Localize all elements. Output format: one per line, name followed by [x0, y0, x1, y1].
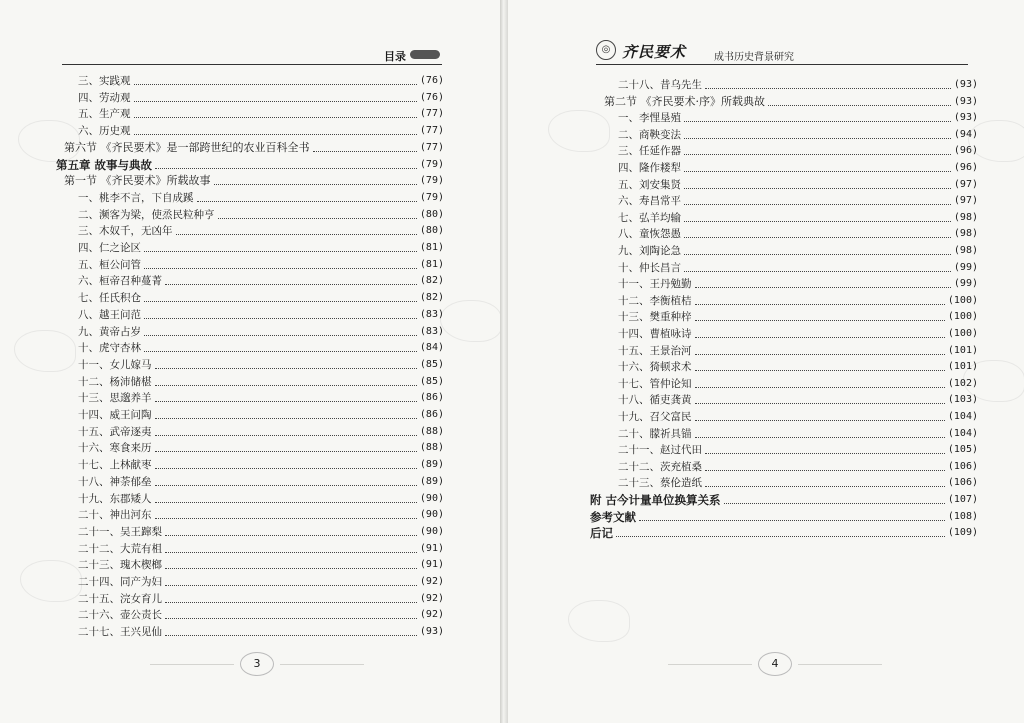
toc-entry-title: 四、劳动观: [78, 91, 131, 104]
toc-entry-title: 二、濒客为梁，使烝民粒种亨: [78, 208, 215, 221]
toc-entry-page: (101): [947, 344, 978, 356]
toc-entry-page: (86): [419, 409, 444, 420]
toc-section-entry: [64, 172, 444, 188]
dot-leader: [165, 635, 417, 636]
toc-entry: [618, 425, 978, 441]
toc-chapter-entry: [590, 491, 978, 507]
toc-entry: [618, 275, 978, 291]
toc-entry-title: 十八、神荼郁垒: [78, 475, 152, 488]
dot-leader: [684, 254, 951, 255]
cloud-ornament: [568, 600, 630, 642]
toc-entry-title: 六、寿昌常平: [618, 195, 681, 208]
toc-entry-title: 参考文献: [590, 509, 636, 524]
book-title: 成书历史背景研究: [714, 52, 794, 63]
toc-entry: [78, 323, 444, 339]
toc-entry-title: 后记: [590, 526, 613, 541]
toc-entry: [78, 122, 444, 138]
toc-entry-page: (89): [419, 459, 444, 471]
dot-leader: [144, 251, 417, 252]
dot-leader: [144, 318, 417, 319]
toc-entry-page: (81): [419, 242, 444, 253]
dot-leader: [695, 287, 951, 288]
toc-entry: [78, 573, 444, 589]
dot-leader: [695, 304, 945, 305]
toc-entry-title: 附 古今计量单位换算关系: [590, 493, 721, 507]
dot-leader: [165, 284, 417, 285]
dot-leader: [155, 485, 417, 486]
toc-entry-title: 二、商鞅变法: [618, 128, 681, 141]
toc-entry: [78, 540, 444, 556]
dot-leader: [134, 134, 417, 135]
toc-entry-page: (88): [419, 425, 444, 437]
toc-entry: [618, 109, 978, 125]
dot-leader: [705, 88, 951, 89]
toc-entry: [78, 473, 444, 489]
toc-entry-page: (85): [419, 358, 444, 370]
dot-leader: [134, 101, 417, 102]
toc-entry-title: 十七、管仲论知: [618, 377, 692, 390]
toc-entry-page: (100): [947, 328, 978, 339]
toc-entry-title: 五、生产观: [78, 108, 131, 121]
toc-entry-page: (91): [419, 542, 444, 554]
toc-entry-title: 三、任延作器: [618, 145, 681, 158]
book-gutter: [500, 0, 508, 723]
toc-entry-title: 十、虎守杏林: [78, 342, 141, 355]
toc-chapter-entry: [590, 508, 978, 524]
dot-leader: [144, 268, 417, 269]
toc-entry-page: (92): [419, 609, 444, 621]
toc-entry: [78, 623, 444, 639]
toc-entry-title: 一、李悝垦殖: [618, 112, 681, 125]
header-tab-ornament: [410, 50, 440, 59]
dot-leader: [695, 437, 945, 438]
footer-rule: [798, 664, 882, 665]
toc-entry-title: 二十七、王兴见仙: [78, 626, 162, 639]
toc-entry-title: 十九、东郡矮人: [78, 492, 152, 505]
toc-entry: [78, 339, 444, 355]
toc-entry-page: (96): [953, 145, 978, 157]
dot-leader: [695, 354, 945, 355]
toc-entry-page: (98): [953, 228, 978, 240]
toc-entry-title: 八、越王问范: [78, 308, 141, 321]
dot-leader: [155, 418, 417, 419]
toc-entry: [618, 325, 978, 341]
dot-leader: [695, 370, 945, 371]
toc-entry-title: 十四、威王问陶: [78, 409, 152, 421]
toc-entry-page: (101): [947, 361, 978, 373]
toc-chapter-entry: [56, 156, 444, 172]
toc-entry-page: (76): [419, 75, 444, 86]
toc-entry-page: (80): [419, 208, 444, 220]
toc-entry-page: (100): [947, 294, 978, 306]
toc-entry: [618, 192, 978, 208]
dot-leader: [155, 468, 417, 469]
dot-leader: [134, 84, 417, 85]
toc-entry-page: (85): [419, 375, 444, 387]
toc-entry-page: (77): [419, 125, 444, 137]
toc-entry-page: (107): [947, 494, 978, 505]
toc-entry-title: 十六、猗顿求术: [618, 361, 692, 374]
toc-entry-title: 十七、上林献枣: [78, 459, 152, 472]
toc-entry-title: 四、仁之论区: [78, 242, 141, 254]
toc-entry-title: 二十二、茨充植桑: [618, 460, 702, 473]
toc-entry-page: (79): [419, 175, 444, 187]
toc-entry: [618, 308, 978, 324]
toc-entry: [618, 441, 978, 457]
toc-entry-page: (79): [419, 191, 444, 203]
toc-entry-title: 九、黄帝占岁: [78, 325, 141, 338]
dot-leader: [684, 271, 951, 272]
toc-section-entry: [64, 139, 444, 155]
toc-entry-page: (93): [953, 79, 978, 90]
cloud-ornament: [14, 330, 76, 372]
toc-entry-title: 七、任氏积仓: [78, 292, 141, 305]
dot-leader: [155, 435, 417, 436]
dot-leader: [616, 536, 945, 537]
toc-entry: [618, 408, 978, 424]
toc-entry: [618, 142, 978, 158]
toc-entry-page: (82): [419, 292, 444, 304]
toc-entry: [618, 209, 978, 225]
dot-leader: [705, 470, 945, 471]
toc-entry-page: (77): [419, 141, 444, 153]
toc-entry-title: 三、木奴千，无凶年: [78, 225, 173, 238]
toc-entry: [618, 176, 978, 192]
toc-entry-page: (92): [419, 592, 444, 604]
toc-entry-title: 二十二、大荒有柤: [78, 542, 162, 555]
dot-leader: [684, 154, 951, 155]
toc-entry: [618, 76, 978, 92]
toc-entry: [78, 523, 444, 539]
toc-entry: [78, 556, 444, 572]
header-label: 目录: [384, 50, 406, 63]
toc-entry-page: (109): [947, 527, 978, 539]
toc-entry-title: 六、历史观: [78, 125, 131, 138]
dot-leader: [155, 368, 417, 369]
toc-entry: [78, 222, 444, 238]
toc-entry-title: 二十一、吴王蹿梨: [78, 525, 162, 538]
toc-entry: [78, 456, 444, 472]
toc-entry-page: (102): [947, 377, 978, 389]
toc-entry: [78, 189, 444, 205]
dot-leader: [134, 117, 417, 118]
toc-entry-title: 五、桓公问管: [78, 258, 141, 271]
toc-entry-page: (89): [419, 475, 444, 487]
cloud-ornament: [548, 110, 610, 152]
toc-entry-page: (93): [953, 95, 978, 107]
toc-entry-title: 十五、武帝逐夷: [78, 425, 152, 438]
toc-entry-page: (106): [947, 460, 978, 472]
toc-entry-page: (106): [947, 477, 978, 489]
dot-leader: [684, 121, 951, 122]
toc-entry: [78, 105, 444, 121]
toc-entry-title: 二十、朦祈具锚: [618, 427, 692, 440]
toc-entry-page: (88): [419, 442, 444, 454]
dot-leader: [695, 320, 945, 321]
toc-entry: [78, 506, 444, 522]
toc-entry: [78, 239, 444, 255]
dot-leader: [155, 451, 417, 452]
toc-entry-page: (81): [419, 258, 444, 270]
dot-leader: [705, 453, 945, 454]
toc-entry-page: (97): [953, 178, 978, 190]
toc-entry-title: 八、童恢怨愚: [618, 228, 681, 241]
toc-entry-page: (79): [419, 158, 444, 170]
toc-entry-page: (84): [419, 342, 444, 354]
toc-entry-page: (99): [953, 261, 978, 273]
toc-entry-title: 十八、循吏龚黄: [618, 394, 692, 407]
toc-entry-page: (93): [419, 626, 444, 638]
toc-entry-title: 十六、寒食来历: [78, 442, 152, 455]
toc-entry: [78, 289, 444, 305]
dot-leader: [176, 234, 417, 235]
toc-entry-title: 二十四、同产为妇: [78, 576, 162, 588]
dot-leader: [705, 486, 945, 487]
toc-entry-page: (80): [419, 225, 444, 237]
toc-entry-page: (94): [953, 128, 978, 140]
dot-leader: [144, 335, 417, 336]
dot-leader: [214, 184, 417, 185]
dot-leader: [695, 403, 945, 404]
toc-entry: [618, 259, 978, 275]
dot-leader: [155, 168, 417, 169]
toc-entry-title: 十一、女儿嫁马: [78, 358, 152, 371]
toc-entry-title: 二十五、浣女育儿: [78, 592, 162, 605]
toc-entry: [78, 590, 444, 606]
toc-entry-title: 十一、王丹勉勤: [618, 278, 692, 291]
toc-entry: [618, 474, 978, 490]
toc-entry-title: 十二、李衡植桔: [618, 294, 692, 307]
toc-entry-page: (104): [947, 427, 978, 439]
toc-entry: [618, 159, 978, 175]
toc-entry-title: 十四、曹植咏诗: [618, 328, 692, 340]
dot-leader: [165, 602, 417, 603]
toc-entry-page: (105): [947, 444, 978, 456]
toc-entry: [618, 225, 978, 241]
toc-entry-page: (103): [947, 394, 978, 406]
toc-entry-title: 第一节 《齐民要术》所载故事: [64, 174, 211, 188]
toc-entry-page: (90): [419, 509, 444, 521]
toc-chapter-entry: [590, 524, 978, 540]
toc-entry-page: (83): [419, 308, 444, 320]
toc-entry-title: 十二、杨沛储椹: [78, 375, 152, 388]
toc-entry-page: (99): [953, 278, 978, 290]
toc-entry-title: 九、刘陶论急: [618, 245, 681, 257]
dot-leader: [639, 520, 945, 521]
left-page: [0, 0, 500, 723]
toc-entry-title: 一、桃李不言，下自成蹊: [78, 191, 194, 204]
dot-leader: [695, 387, 945, 388]
toc-entry-page: (96): [953, 162, 978, 173]
toc-entry-title: 十九、召父富民: [618, 411, 692, 423]
toc-entry: [78, 606, 444, 622]
toc-entry-title: 十五、王景治河: [618, 344, 692, 357]
toc-entry-title: 十三、思邈养羊: [78, 392, 152, 405]
cloud-ornament: [20, 560, 82, 602]
toc-entry-page: (93): [953, 112, 978, 124]
dot-leader: [684, 171, 951, 172]
toc-entry-title: 二十六、壶公责长: [78, 609, 162, 622]
toc-entry: [78, 256, 444, 272]
dot-leader: [155, 502, 417, 503]
cloud-ornament: [440, 300, 500, 342]
toc-entry: [78, 89, 444, 105]
toc-entry: [78, 373, 444, 389]
dot-leader: [197, 201, 417, 202]
toc-entry: [78, 406, 444, 422]
toc-entry-title: 二十一、赵过代田: [618, 444, 702, 457]
toc-entry-page: (76): [419, 91, 444, 103]
toc-entry: [78, 423, 444, 439]
footer-rule: [280, 664, 364, 665]
toc-entry-page: (82): [419, 275, 444, 287]
toc-entry: [78, 272, 444, 288]
toc-entry-page: (92): [419, 576, 444, 587]
running-header: [596, 40, 968, 65]
toc-entry-title: 二十、神出河东: [78, 509, 152, 522]
dot-leader: [695, 420, 945, 421]
toc-entry: [618, 375, 978, 391]
dot-leader: [155, 385, 417, 386]
dot-leader: [155, 518, 417, 519]
toc-entry: [618, 126, 978, 142]
dot-leader: [684, 221, 951, 222]
toc-entry-page: (100): [947, 311, 978, 323]
toc-entry-page: (90): [419, 525, 444, 537]
dot-leader: [165, 535, 417, 536]
toc-entry: [618, 458, 978, 474]
toc-entry: [618, 342, 978, 358]
seal-icon: ◎: [596, 40, 616, 60]
toc-entry-page: (98): [953, 245, 978, 256]
toc-section-entry: [604, 93, 978, 109]
dot-leader: [165, 618, 417, 619]
dot-leader: [165, 568, 417, 569]
toc-entry-page: (97): [953, 195, 978, 207]
toc-entry-title: 第五章 故事与典故: [56, 157, 153, 172]
toc-entry-title: 十三、樊重种梓: [618, 311, 692, 324]
toc-entry-title: 二十三、瑰木楔榔: [78, 559, 162, 572]
dot-leader: [684, 237, 951, 238]
toc-entry: [618, 358, 978, 374]
toc-entry: [78, 306, 444, 322]
toc-entry-title: 七、弘羊均输: [618, 211, 681, 224]
toc-entry-page: (91): [419, 559, 444, 571]
toc-entry: [78, 206, 444, 222]
toc-entry: [618, 292, 978, 308]
toc-entry-page: (83): [419, 325, 444, 337]
dot-leader: [144, 351, 417, 352]
dot-leader: [768, 105, 951, 106]
dot-leader: [155, 401, 417, 402]
dot-leader: [684, 204, 951, 205]
toc-entry: [78, 356, 444, 372]
dot-leader: [684, 138, 951, 139]
toc-entry-title: 第六节 《齐民要术》是一部跨世纪的农业百科全书: [64, 140, 310, 154]
dot-leader: [144, 301, 417, 302]
dot-leader: [695, 337, 945, 338]
footer-rule: [150, 664, 234, 665]
toc-entry: [78, 72, 444, 88]
toc-entry-title: 六、桓帝召种蔓菁: [78, 275, 162, 288]
toc-entry-page: (86): [419, 392, 444, 404]
footer-rule: [668, 664, 752, 665]
toc-entry-title: 四、隆作耧犁: [618, 162, 681, 174]
book-brand: 齐民要术: [622, 43, 687, 61]
dot-leader: [684, 188, 951, 189]
toc-entry: [618, 391, 978, 407]
toc-entry-title: 五、刘安集贤: [618, 178, 681, 191]
toc-entry-page: (104): [947, 411, 978, 422]
toc-entry: [78, 490, 444, 506]
toc-entry-title: 二十八、昔乌先生: [618, 79, 702, 91]
dot-leader: [165, 585, 417, 586]
right-page: [508, 0, 1024, 723]
toc-entry-page: (108): [947, 510, 978, 522]
toc-entry-title: 十、仲长昌言: [618, 261, 681, 274]
toc-entry: [618, 242, 978, 258]
toc-entry-page: (90): [419, 492, 444, 504]
page-number: 3: [240, 652, 274, 676]
page-number: 4: [758, 652, 792, 676]
toc-entry-title: 二十三、蔡伦造纸: [618, 477, 702, 490]
toc-entry-title: 第二节 《齐民要术·序》所载典故: [604, 94, 765, 108]
dot-leader: [165, 552, 417, 553]
running-header: [62, 48, 442, 65]
toc-entry: [78, 389, 444, 405]
dot-leader: [724, 503, 945, 504]
dot-leader: [218, 218, 417, 219]
toc-entry-page: (98): [953, 211, 978, 223]
toc-entry: [78, 439, 444, 455]
toc-entry-page: (77): [419, 108, 444, 120]
toc-entry-title: 三、实践观: [78, 75, 131, 87]
dot-leader: [313, 151, 417, 152]
